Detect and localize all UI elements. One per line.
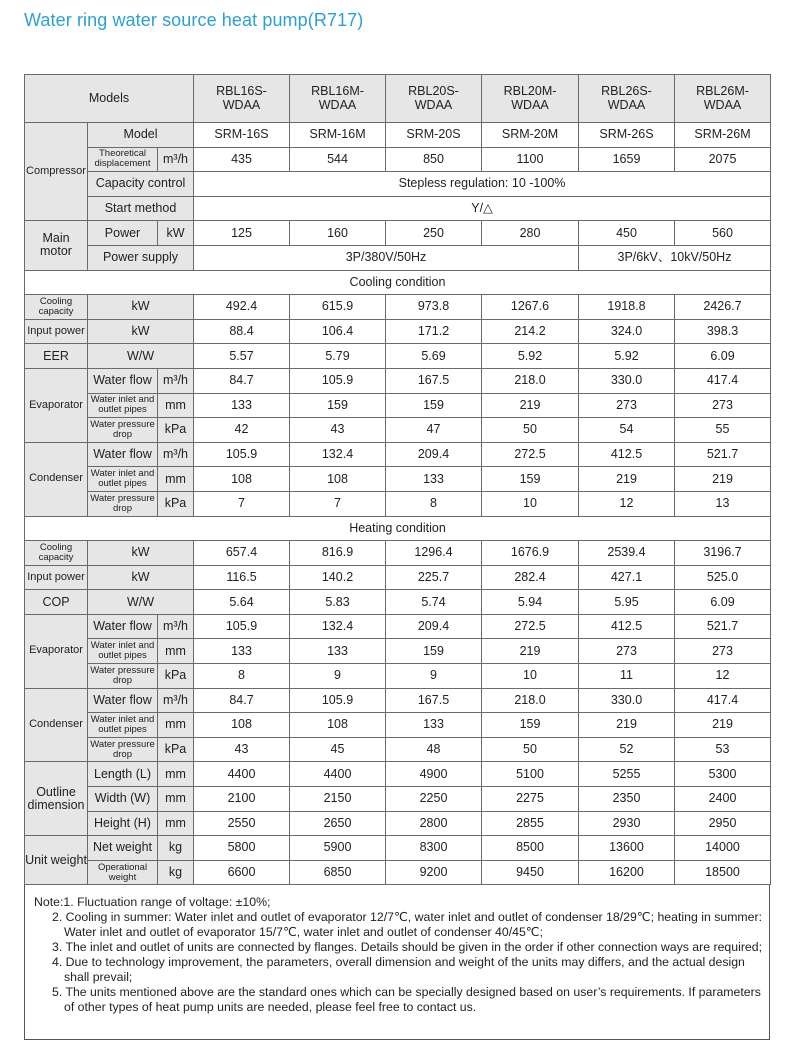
section-row (25, 516, 771, 541)
note-4: 4. Due to technology improvement, the parameters, overall dimension and weight of the units may differs, and the actual design shall prevail; (52, 955, 745, 984)
table-row (25, 172, 771, 197)
row-label: Cooling capacity (25, 541, 88, 566)
unit-cell: mm (158, 811, 194, 836)
capacity-cell: 816.9 (290, 541, 386, 566)
width-cell: 2100 (194, 787, 290, 812)
table-row (25, 860, 771, 885)
compressor-model-cell: SRM-20S (386, 123, 482, 148)
height-cell: 2930 (579, 811, 675, 836)
row-label: Water pressure drop (88, 737, 158, 762)
unit-cell: kW (88, 295, 194, 320)
efficiency-cell: 5.95 (579, 590, 675, 615)
height-cell: 2950 (675, 811, 771, 836)
pressure-drop-cell: 7 (290, 491, 386, 516)
table-row (25, 713, 771, 738)
capacity-cell: 1296.4 (386, 541, 482, 566)
table-row (25, 196, 771, 221)
net-weight-cell: 5800 (194, 836, 290, 861)
efficiency-cell: 5.74 (386, 590, 482, 615)
row-label: Operational weight (88, 860, 158, 885)
pressure-drop-cell: 8 (386, 491, 482, 516)
pipe-cell: 133 (386, 713, 482, 738)
pressure-drop-cell: 12 (579, 491, 675, 516)
pressure-drop-cell: 55 (675, 418, 771, 443)
width-cell: 2150 (290, 787, 386, 812)
pipe-cell: 273 (675, 639, 771, 664)
table-row (25, 368, 771, 393)
row-label: Water flow (88, 442, 158, 467)
row-label: Water inlet and outlet pipes (88, 393, 158, 418)
capacity-control-value: Stepless regulation: 10 -100% (194, 172, 771, 197)
row-label: Water flow (88, 614, 158, 639)
length-cell: 5255 (579, 762, 675, 787)
input-power-cell: 140.2 (290, 565, 386, 590)
unit-cell: mm (158, 639, 194, 664)
pressure-drop-cell: 48 (386, 737, 482, 762)
table-row (25, 295, 771, 320)
displacement-cell: 850 (386, 147, 482, 172)
input-power-cell: 427.1 (579, 565, 675, 590)
page-title: Water ring water source heat pump(R717) (24, 10, 364, 30)
motor-power-cell: 560 (675, 221, 771, 246)
row-label: Height (H) (88, 811, 158, 836)
water-flow-cell: 412.5 (579, 442, 675, 467)
model-header: RBL26S- WDAA (579, 75, 675, 123)
capacity-cell: 973.8 (386, 295, 482, 320)
compressor-model-cell: SRM-20M (482, 123, 579, 148)
operational-weight-cell: 6600 (194, 860, 290, 885)
unit-cell: mm (158, 467, 194, 492)
note-5: 5. The units mentioned above are the standard ones which can be specially designed based on user’s requirements. If parameters of other types of heat pump units are needed, please feel free to contact us. (52, 985, 761, 1014)
unit-cell: m³/h (158, 368, 194, 393)
pipe-cell: 133 (194, 393, 290, 418)
operational-weight-cell: 16200 (579, 860, 675, 885)
note-1: Note:1. Fluctuation range of voltage: ±10%; (34, 895, 271, 909)
row-label: Start method (88, 196, 194, 221)
pipe-cell: 159 (290, 393, 386, 418)
unit-cell: m³/h (158, 688, 194, 713)
pressure-drop-cell: 47 (386, 418, 482, 443)
unit-cell: kW (158, 221, 194, 246)
main-motor-group: Main motor (25, 221, 88, 270)
pressure-drop-cell: 43 (194, 737, 290, 762)
water-flow-cell: 105.9 (290, 368, 386, 393)
input-power-cell: 116.5 (194, 565, 290, 590)
models-header: Models (25, 75, 194, 123)
model-header: RBL16M- WDAA (290, 75, 386, 123)
capacity-cell: 492.4 (194, 295, 290, 320)
pressure-drop-cell: 50 (482, 418, 579, 443)
unit-cell: kPa (158, 664, 194, 689)
table-row (25, 491, 771, 516)
row-label: Input power (25, 319, 88, 344)
unit-cell: mm (158, 787, 194, 812)
pipe-cell: 273 (675, 393, 771, 418)
pressure-drop-cell: 9 (290, 664, 386, 689)
unit-cell: m³/h (158, 147, 194, 172)
capacity-cell: 1676.9 (482, 541, 579, 566)
pipe-cell: 273 (579, 393, 675, 418)
pressure-drop-cell: 50 (482, 737, 579, 762)
pipe-cell: 219 (675, 467, 771, 492)
model-header: RBL26M- WDAA (675, 75, 771, 123)
water-flow-cell: 105.9 (194, 614, 290, 639)
efficiency-cell: 5.92 (482, 344, 579, 369)
table-row (25, 319, 771, 344)
net-weight-cell: 14000 (675, 836, 771, 861)
net-weight-cell: 8500 (482, 836, 579, 861)
model-header: RBL20M- WDAA (482, 75, 579, 123)
pressure-drop-cell: 9 (386, 664, 482, 689)
length-cell: 4900 (386, 762, 482, 787)
row-label: Water inlet and outlet pipes (88, 713, 158, 738)
table-row (25, 762, 771, 787)
width-cell: 2275 (482, 787, 579, 812)
row-label: Length (L) (88, 762, 158, 787)
input-power-cell: 214.2 (482, 319, 579, 344)
row-label: Water inlet and outlet pipes (88, 467, 158, 492)
table-row (25, 688, 771, 713)
water-flow-cell: 272.5 (482, 442, 579, 467)
pressure-drop-cell: 10 (482, 491, 579, 516)
input-power-cell: 282.4 (482, 565, 579, 590)
model-header: RBL20S- WDAA (386, 75, 482, 123)
pipe-cell: 219 (482, 393, 579, 418)
table-row (25, 787, 771, 812)
evaporator-group: Evaporator (25, 368, 88, 442)
capacity-cell: 2539.4 (579, 541, 675, 566)
efficiency-cell: 5.64 (194, 590, 290, 615)
row-label: COP (25, 590, 88, 615)
capacity-cell: 657.4 (194, 541, 290, 566)
efficiency-cell: 5.92 (579, 344, 675, 369)
unit-weight-group: Unit weight (25, 836, 88, 885)
motor-power-cell: 125 (194, 221, 290, 246)
pressure-drop-cell: 45 (290, 737, 386, 762)
unit-cell: mm (158, 713, 194, 738)
operational-weight-cell: 18500 (675, 860, 771, 885)
pipe-cell: 133 (194, 639, 290, 664)
water-flow-cell: 417.4 (675, 688, 771, 713)
table-row (25, 147, 771, 172)
efficiency-cell: 6.09 (675, 590, 771, 615)
height-cell: 2550 (194, 811, 290, 836)
table-row (25, 221, 771, 246)
displacement-cell: 1659 (579, 147, 675, 172)
net-weight-cell: 5900 (290, 836, 386, 861)
outline-group: Outline dimension (25, 762, 88, 836)
displacement-cell: 2075 (675, 147, 771, 172)
height-cell: 2650 (290, 811, 386, 836)
pressure-drop-cell: 8 (194, 664, 290, 689)
unit-cell: kPa (158, 418, 194, 443)
power-supply-high: 3P/6kV、10kV/50Hz (579, 245, 771, 270)
start-method-value: Y/△ (194, 196, 771, 221)
net-weight-cell: 8300 (386, 836, 482, 861)
unit-cell: kPa (158, 737, 194, 762)
note-2: 2. Cooling in summer: Water inlet and outlet of evaporator 12/7℃, water inlet and outlet of condenser 18/29℃; heating in summer: Water inlet and outlet of evaporator 15/7℃, water inlet and outlet of condenser 40/45℃; (52, 910, 763, 939)
compressor-model-cell: SRM-26M (675, 123, 771, 148)
length-cell: 4400 (290, 762, 386, 787)
water-flow-cell: 272.5 (482, 614, 579, 639)
width-cell: 2400 (675, 787, 771, 812)
table-row (25, 467, 771, 492)
pipe-cell: 108 (194, 467, 290, 492)
input-power-cell: 171.2 (386, 319, 482, 344)
note-3: 3. The inlet and outlet of units are connected by flanges. Details should be given in the order if other connection ways are required; (52, 940, 763, 954)
header-row (25, 75, 771, 123)
row-label: Input power (25, 565, 88, 590)
evaporator-group: Evaporator (25, 614, 88, 688)
operational-weight-cell: 9200 (386, 860, 482, 885)
table-row (25, 811, 771, 836)
capacity-cell: 3196.7 (675, 541, 771, 566)
input-power-cell: 88.4 (194, 319, 290, 344)
section-title: Cooling condition (25, 270, 771, 295)
water-flow-cell: 330.0 (579, 368, 675, 393)
pipe-cell: 219 (579, 467, 675, 492)
table-row (25, 565, 771, 590)
pressure-drop-cell: 12 (675, 664, 771, 689)
table-row (25, 737, 771, 762)
input-power-cell: 225.7 (386, 565, 482, 590)
pressure-drop-cell: 53 (675, 737, 771, 762)
pipe-cell: 219 (675, 713, 771, 738)
displacement-cell: 544 (290, 147, 386, 172)
row-label: Cooling capacity (25, 295, 88, 320)
water-flow-cell: 417.4 (675, 368, 771, 393)
capacity-cell: 615.9 (290, 295, 386, 320)
pipe-cell: 219 (482, 639, 579, 664)
motor-power-cell: 450 (579, 221, 675, 246)
pipe-cell: 159 (482, 713, 579, 738)
pipe-cell: 159 (482, 467, 579, 492)
unit-cell: W/W (88, 344, 194, 369)
power-supply-low: 3P/380V/50Hz (194, 245, 579, 270)
notes-block (34, 895, 764, 1015)
unit-cell: kW (88, 565, 194, 590)
efficiency-cell: 6.09 (675, 344, 771, 369)
water-flow-cell: 132.4 (290, 614, 386, 639)
pipe-cell: 108 (290, 713, 386, 738)
table-row (25, 836, 771, 861)
water-flow-cell: 218.0 (482, 368, 579, 393)
compressor-model-cell: SRM-16M (290, 123, 386, 148)
operational-weight-cell: 6850 (290, 860, 386, 885)
input-power-cell: 398.3 (675, 319, 771, 344)
input-power-cell: 106.4 (290, 319, 386, 344)
row-label: Net weight (88, 836, 158, 861)
table-row (25, 614, 771, 639)
pipe-cell: 159 (386, 639, 482, 664)
model-header: RBL16S- WDAA (194, 75, 290, 123)
pipe-cell: 159 (386, 393, 482, 418)
capacity-cell: 2426.7 (675, 295, 771, 320)
row-label: Power (88, 221, 158, 246)
pressure-drop-cell: 10 (482, 664, 579, 689)
pressure-drop-cell: 52 (579, 737, 675, 762)
unit-cell: W/W (88, 590, 194, 615)
unit-cell: kW (88, 541, 194, 566)
water-flow-cell: 84.7 (194, 688, 290, 713)
row-label: Water flow (88, 368, 158, 393)
pipe-cell: 108 (194, 713, 290, 738)
unit-cell: m³/h (158, 614, 194, 639)
unit-cell: kPa (158, 491, 194, 516)
input-power-cell: 525.0 (675, 565, 771, 590)
operational-weight-cell: 9450 (482, 860, 579, 885)
compressor-model-cell: SRM-26S (579, 123, 675, 148)
spec-table (24, 74, 771, 885)
pipe-cell: 273 (579, 639, 675, 664)
water-flow-cell: 84.7 (194, 368, 290, 393)
pipe-cell: 133 (386, 467, 482, 492)
table-row (25, 664, 771, 689)
condenser-group: Condenser (25, 442, 88, 516)
water-flow-cell: 167.5 (386, 368, 482, 393)
section-title: Heating condition (25, 516, 771, 541)
efficiency-cell: 5.69 (386, 344, 482, 369)
length-cell: 4400 (194, 762, 290, 787)
section-row (25, 270, 771, 295)
length-cell: 5100 (482, 762, 579, 787)
water-flow-cell: 412.5 (579, 614, 675, 639)
row-label: Water flow (88, 688, 158, 713)
capacity-cell: 1267.6 (482, 295, 579, 320)
pressure-drop-cell: 7 (194, 491, 290, 516)
unit-cell: kg (158, 860, 194, 885)
water-flow-cell: 521.7 (675, 614, 771, 639)
water-flow-cell: 209.4 (386, 614, 482, 639)
compressor-group: Compressor (25, 123, 88, 221)
efficiency-cell: 5.83 (290, 590, 386, 615)
net-weight-cell: 13600 (579, 836, 675, 861)
motor-power-cell: 250 (386, 221, 482, 246)
width-cell: 2350 (579, 787, 675, 812)
row-label: Water inlet and outlet pipes (88, 639, 158, 664)
row-label: Water pressure drop (88, 664, 158, 689)
capacity-cell: 1918.8 (579, 295, 675, 320)
pressure-drop-cell: 54 (579, 418, 675, 443)
input-power-cell: 324.0 (579, 319, 675, 344)
row-label: Water pressure drop (88, 491, 158, 516)
table-row (25, 442, 771, 467)
water-flow-cell: 330.0 (579, 688, 675, 713)
water-flow-cell: 521.7 (675, 442, 771, 467)
unit-cell: m³/h (158, 442, 194, 467)
row-label: EER (25, 344, 88, 369)
width-cell: 2250 (386, 787, 482, 812)
water-flow-cell: 132.4 (290, 442, 386, 467)
table-row (25, 639, 771, 664)
unit-cell: kg (158, 836, 194, 861)
pressure-drop-cell: 43 (290, 418, 386, 443)
pipe-cell: 108 (290, 467, 386, 492)
water-flow-cell: 218.0 (482, 688, 579, 713)
table-row (25, 344, 771, 369)
table-row (25, 541, 771, 566)
pipe-cell: 219 (579, 713, 675, 738)
length-cell: 5300 (675, 762, 771, 787)
pressure-drop-cell: 42 (194, 418, 290, 443)
water-flow-cell: 167.5 (386, 688, 482, 713)
row-label: Theoretical displacement (88, 147, 158, 172)
table-row (25, 418, 771, 443)
table-row (25, 245, 771, 270)
motor-power-cell: 160 (290, 221, 386, 246)
row-label: Capacity control (88, 172, 194, 197)
row-label: Power supply (88, 245, 194, 270)
pipe-cell: 133 (290, 639, 386, 664)
row-label: Model (88, 123, 194, 148)
table-row (25, 393, 771, 418)
water-flow-cell: 209.4 (386, 442, 482, 467)
height-cell: 2800 (386, 811, 482, 836)
water-flow-cell: 105.9 (290, 688, 386, 713)
unit-cell: mm (158, 762, 194, 787)
table-row (25, 590, 771, 615)
displacement-cell: 1100 (482, 147, 579, 172)
table-row (25, 123, 771, 148)
displacement-cell: 435 (194, 147, 290, 172)
height-cell: 2855 (482, 811, 579, 836)
efficiency-cell: 5.94 (482, 590, 579, 615)
water-flow-cell: 105.9 (194, 442, 290, 467)
motor-power-cell: 280 (482, 221, 579, 246)
row-label: Width (W) (88, 787, 158, 812)
efficiency-cell: 5.57 (194, 344, 290, 369)
efficiency-cell: 5.79 (290, 344, 386, 369)
unit-cell: kW (88, 319, 194, 344)
row-label: Water pressure drop (88, 418, 158, 443)
unit-cell: mm (158, 393, 194, 418)
condenser-group: Condenser (25, 688, 88, 762)
compressor-model-cell: SRM-16S (194, 123, 290, 148)
pressure-drop-cell: 13 (675, 491, 771, 516)
pressure-drop-cell: 11 (579, 664, 675, 689)
